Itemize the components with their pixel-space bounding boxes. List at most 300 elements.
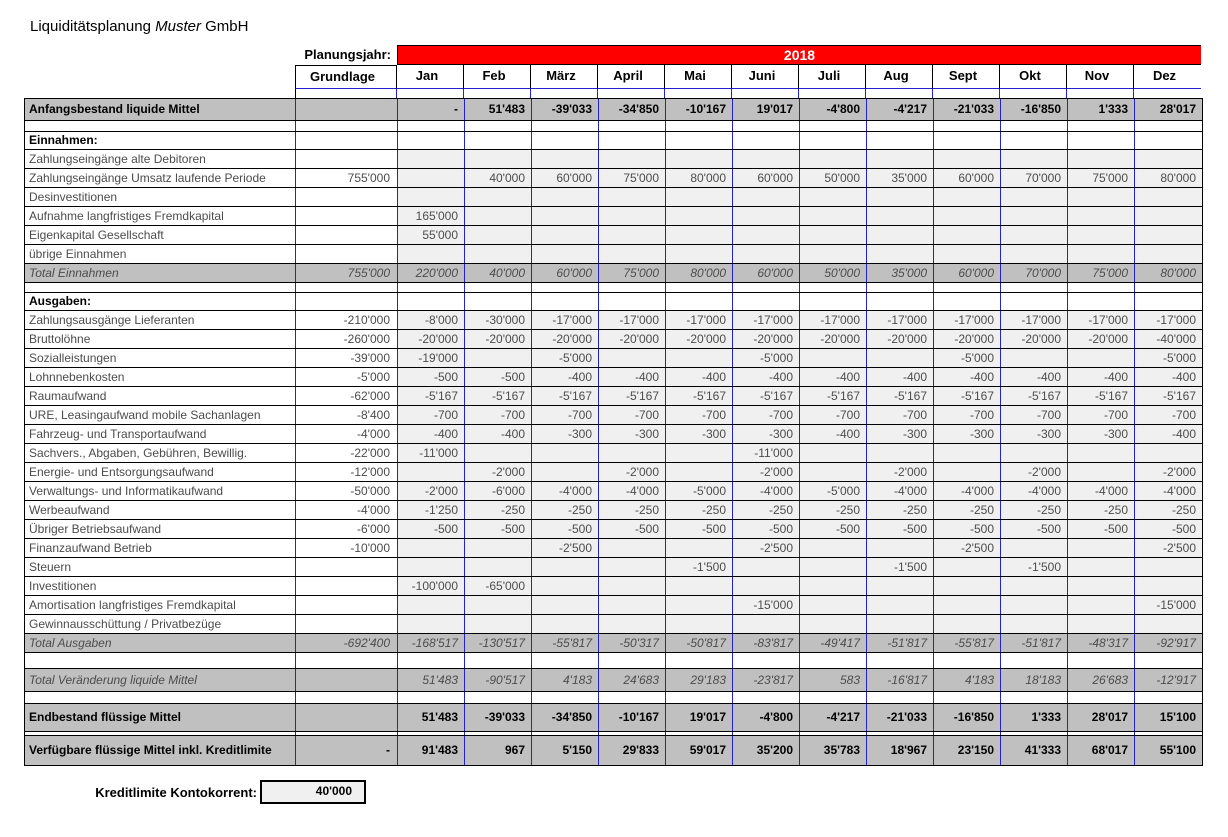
cell-month: - (398, 99, 465, 120)
planning-year-label: Planungsjahr: (304, 47, 391, 62)
cell-grundlage: -260'000 (296, 330, 398, 348)
cell-grundlage (296, 132, 398, 149)
spacer-cell (733, 653, 800, 668)
cell-grundlage: -692'400 (296, 634, 398, 652)
cell-month: 60'000 (934, 169, 1001, 187)
cell-month: -500 (1135, 520, 1202, 538)
cell-month: -250 (1135, 501, 1202, 519)
cell-month: -5'167 (465, 387, 532, 405)
month-header: Nov (1067, 65, 1134, 89)
cell-month: -4'000 (599, 482, 666, 500)
cell-month (465, 293, 532, 310)
cell-month: -4'217 (867, 99, 934, 120)
cell-month (666, 463, 733, 481)
cell-month (1001, 349, 1068, 367)
table-row (25, 539, 1202, 558)
cell-month (599, 444, 666, 462)
cell-month (1001, 245, 1068, 263)
cell-month: -400 (398, 425, 465, 443)
spacer-cell (934, 653, 1001, 668)
cell-month (800, 558, 867, 576)
cell-month (398, 596, 465, 614)
spacer-cell (800, 121, 867, 131)
cell-month: 59'017 (666, 736, 733, 765)
cell-month: -5'167 (398, 387, 465, 405)
cell-month (532, 596, 599, 614)
cell-month (1135, 577, 1202, 595)
table-row (25, 406, 1202, 425)
cell-month: 19'017 (733, 99, 800, 120)
table-row (25, 736, 1202, 766)
cell-month: -10'167 (599, 704, 666, 731)
cell-grundlage (296, 226, 398, 244)
spacer-cell (296, 732, 398, 735)
cell-month: -2'000 (867, 463, 934, 481)
cell-month: 80'000 (1160, 266, 1196, 280)
spacer-cell (666, 121, 733, 131)
cell-month: -16'850 (934, 704, 1001, 731)
table-row (25, 653, 1202, 669)
spacer-cell (599, 653, 666, 668)
table-row (25, 169, 1202, 188)
cell-month (599, 207, 666, 225)
month-header: Sept (933, 65, 1000, 89)
cell-month (1001, 226, 1068, 244)
header-spacer-cell (933, 89, 1000, 98)
cell-month: -11'000 (398, 444, 465, 462)
cell-month (599, 245, 666, 263)
cell-month: -12'917 (1156, 673, 1196, 687)
cell-month: -92'917 (1156, 636, 1196, 650)
spacer-cell (733, 732, 800, 735)
cell-month: -500 (934, 520, 1001, 538)
cell-grundlage (296, 150, 398, 168)
cell-month (733, 558, 800, 576)
cell-grundlage (296, 188, 398, 206)
cell-month (800, 596, 867, 614)
cell-grundlage: -12'000 (296, 463, 398, 481)
row-label: URE, Leasingaufwand mobile Sachanlagen (25, 406, 296, 424)
cell-month: -20'000 (733, 330, 800, 348)
month-header: März (531, 65, 598, 89)
cell-month: -11'000 (733, 444, 800, 462)
row-label: Bruttolöhne (25, 330, 296, 348)
cell-month: 70'000 (1001, 264, 1068, 282)
header-spacer-cell (531, 89, 598, 98)
cell-month: -5'167 (934, 387, 1001, 405)
cell-month: -5'167 (666, 387, 733, 405)
cell-month (599, 577, 666, 595)
spacer-cell (867, 121, 934, 131)
cell-month (867, 349, 934, 367)
row-label: Verwaltungs- und Informatikaufwand (25, 482, 296, 500)
spacer-cell (800, 283, 867, 292)
spacer-cell (1001, 692, 1068, 703)
header-spacer-cell (799, 89, 866, 98)
cell-month: -30'000 (465, 311, 532, 329)
cell-month (465, 539, 532, 557)
cell-month: 26'683 (1068, 669, 1135, 691)
cell-month (934, 558, 1001, 576)
row-label: Raumaufwand (25, 387, 296, 405)
table-row (25, 132, 1202, 150)
cell-month (867, 615, 934, 633)
cell-month: -5'000 (800, 482, 867, 500)
row-label: Eigenkapital Gesellschaft (25, 226, 296, 244)
cell-month: -15'000 (1135, 596, 1202, 614)
month-header: Dez (1134, 65, 1201, 89)
spacer-cell (532, 692, 599, 703)
cell-month (599, 539, 666, 557)
cell-month: 29'183 (666, 669, 733, 691)
cell-month: -300 (1068, 425, 1135, 443)
cell-month: -300 (1001, 425, 1068, 443)
cell-month (800, 207, 867, 225)
spacer-cell (599, 732, 666, 735)
table-row (25, 349, 1202, 368)
cell-month (1068, 226, 1135, 244)
cell-month: -250 (1068, 501, 1135, 519)
cell-month: -2'000 (599, 463, 666, 481)
spacer-cell (465, 732, 532, 735)
cell-grundlage (296, 207, 398, 225)
cell-month: -17'000 (1135, 311, 1202, 329)
header-spacer-cell (866, 89, 933, 98)
cell-month (599, 132, 666, 149)
cell-month (800, 349, 867, 367)
spacer-cell (465, 121, 532, 131)
cell-month (532, 293, 599, 310)
cell-month (867, 293, 934, 310)
cell-month: 60'000 (733, 264, 800, 282)
cell-month (1068, 207, 1135, 225)
cell-month: -400 (532, 368, 599, 386)
cell-month: -65'000 (465, 577, 532, 595)
spacer-cell (296, 283, 398, 292)
cell-month: -39'033 (465, 704, 532, 731)
cell-grundlage: -22'000 (296, 444, 398, 462)
header-spacer-cell (464, 89, 531, 98)
credit-limit-section (24, 781, 1228, 803)
cell-grundlage: -8'400 (296, 406, 398, 424)
cell-month: 70'000 (1001, 169, 1068, 187)
row-label: Total Veränderung liquide Mittel (25, 669, 296, 691)
cell-month (1135, 188, 1202, 206)
cell-month (465, 615, 532, 633)
cell-grundlage: -210'000 (296, 311, 398, 329)
cell-month (733, 615, 800, 633)
cell-month (934, 207, 1001, 225)
row-label: Zahlungseingänge alte Debitoren (25, 150, 296, 168)
cell-month (1068, 188, 1135, 206)
cell-month (733, 150, 800, 168)
cell-month: -20'000 (867, 330, 934, 348)
cell-month: -400 (1068, 368, 1135, 386)
cell-month (867, 577, 934, 595)
cell-month (398, 132, 465, 149)
table-row (25, 482, 1202, 501)
cell-month: -500 (1068, 520, 1135, 538)
cell-month: -500 (733, 520, 800, 538)
cell-month: -39'033 (532, 99, 599, 120)
cell-month (800, 132, 867, 149)
cell-month: -300 (666, 425, 733, 443)
row-label: Finanzaufwand Betrieb (25, 539, 296, 557)
cell-month (398, 615, 465, 633)
header-spacer-cell (397, 89, 464, 98)
cell-month: -23'817 (733, 669, 800, 691)
cell-month: 40'000 (465, 169, 532, 187)
spacer-cell (1001, 121, 1068, 131)
cell-month: -400 (465, 425, 532, 443)
cell-month: -5'000 (733, 349, 800, 367)
cell-month: 35'200 (733, 736, 800, 765)
cell-month: 55'100 (1159, 743, 1196, 757)
cell-month (1135, 207, 1202, 225)
table-row (25, 188, 1202, 207)
table-row (25, 311, 1202, 330)
cell-month (867, 226, 934, 244)
spacer-cell (934, 283, 1001, 292)
cell-month: 41'333 (1001, 736, 1068, 765)
row-label: Gewinnausschüttung / Privatbezüge (25, 615, 296, 633)
cell-grundlage: -50'000 (296, 482, 398, 500)
cell-month: -21'033 (934, 99, 1001, 120)
cell-grundlage (296, 558, 398, 576)
cell-month: -50'317 (599, 634, 666, 652)
cell-month: 91'483 (398, 736, 465, 765)
column-header-row (24, 65, 1228, 89)
cell-month: -4'000 (1135, 482, 1202, 500)
cell-month: -34'850 (599, 99, 666, 120)
cell-month: -5'167 (599, 387, 666, 405)
cell-month: -1'500 (1001, 558, 1068, 576)
cell-month: -400 (800, 368, 867, 386)
cell-month: -250 (800, 501, 867, 519)
cell-month: -1'500 (867, 558, 934, 576)
spacer-cell (666, 283, 733, 292)
cell-grundlage: 755'000 (296, 264, 398, 282)
cell-month: -1'500 (666, 558, 733, 576)
row-label: Einnahmen: (25, 132, 296, 149)
cell-month: 75'000 (599, 169, 666, 187)
cell-month: -20'000 (532, 330, 599, 348)
cell-grundlage: -4'000 (296, 425, 398, 443)
cell-month: -4'000 (867, 482, 934, 500)
cell-month (1068, 132, 1135, 149)
cell-month: -10'167 (666, 99, 733, 120)
cell-month: 60'000 (532, 264, 599, 282)
cell-month: -16'850 (1001, 99, 1068, 120)
cell-month (1001, 293, 1068, 310)
cell-month: 60'000 (934, 264, 1001, 282)
cell-month: -4'800 (800, 99, 867, 120)
cell-month (532, 615, 599, 633)
cell-month (1135, 558, 1202, 576)
table-row (25, 669, 1202, 692)
cell-month (733, 293, 800, 310)
cell-month (465, 207, 532, 225)
cell-month: -20'000 (800, 330, 867, 348)
cell-month (599, 596, 666, 614)
cell-month (1068, 444, 1135, 462)
spacer-cell (398, 732, 465, 735)
cell-month (800, 150, 867, 168)
cell-month: -20'000 (599, 330, 666, 348)
cell-month: -83'817 (733, 634, 800, 652)
row-label: Total Einnahmen (25, 264, 296, 282)
cell-month: 51'483 (398, 669, 465, 691)
spacer-cell (532, 653, 599, 668)
cell-month: -400 (1001, 368, 1068, 386)
cell-month (1068, 150, 1135, 168)
cell-month (398, 293, 465, 310)
cell-month: 35'000 (867, 264, 934, 282)
header-spacer-cell (1000, 89, 1067, 98)
cell-month (800, 226, 867, 244)
page-title (30, 18, 1228, 35)
cell-month: -5'167 (532, 387, 599, 405)
cell-month: -48'317 (1068, 634, 1135, 652)
spacer-cell (1068, 692, 1135, 703)
cell-month: -6'000 (465, 482, 532, 500)
spacer-cell (465, 692, 532, 703)
cell-month: -50'817 (666, 634, 733, 652)
cell-grundlage (296, 293, 398, 310)
spacer-cell (733, 121, 800, 131)
cell-month (1001, 150, 1068, 168)
cell-month: -700 (1001, 406, 1068, 424)
cell-month: -130'517 (465, 634, 532, 652)
month-header: Juni (732, 65, 799, 89)
header-spacer-row (24, 89, 1228, 98)
row-label: Ausgaben: (25, 293, 296, 310)
table-row (25, 330, 1202, 349)
credit-limit-input[interactable]: 40'000 (261, 781, 365, 803)
cell-month: -400 (1135, 425, 1202, 443)
cell-month (465, 132, 532, 149)
row-label: Endbestand flüssige Mittel (25, 704, 296, 731)
spacer-cell (398, 121, 465, 131)
spacer-cell (733, 692, 800, 703)
cell-month (800, 293, 867, 310)
spacer-cell (800, 692, 867, 703)
base-column-header: Grundlage (295, 65, 397, 89)
cell-month: 75'000 (1068, 264, 1135, 282)
cell-month: -300 (599, 425, 666, 443)
cell-month (1068, 245, 1135, 263)
spacer-cell (1135, 283, 1202, 292)
spacer-cell (296, 692, 398, 703)
cell-month (867, 539, 934, 557)
cell-month: -5'000 (532, 349, 599, 367)
table-row (25, 387, 1202, 406)
spacer-cell (398, 692, 465, 703)
cell-month: -20'000 (398, 330, 465, 348)
cell-month (1068, 577, 1135, 595)
cell-grundlage: -10'000 (296, 539, 398, 557)
table-row (25, 368, 1202, 387)
cell-month (934, 150, 1001, 168)
cell-month (465, 596, 532, 614)
table-row (25, 99, 1202, 121)
cell-month: 75'000 (1068, 169, 1135, 187)
table-row (25, 264, 1202, 283)
spacer-cell (934, 121, 1001, 131)
spacer-cell (599, 121, 666, 131)
cell-month (666, 150, 733, 168)
cell-month (867, 444, 934, 462)
spacer-cell (1135, 653, 1202, 668)
cell-month: 80'000 (666, 169, 733, 187)
cell-month (1135, 245, 1202, 263)
cell-month (733, 188, 800, 206)
cell-month (465, 188, 532, 206)
header-spacer-cell (1134, 89, 1201, 98)
cell-month (398, 188, 465, 206)
cell-month (666, 615, 733, 633)
row-label: Amortisation langfristiges Fremdkapital (25, 596, 296, 614)
cell-month (1135, 293, 1202, 310)
table-body (24, 98, 1203, 766)
spacer-cell (666, 692, 733, 703)
cell-month (666, 539, 733, 557)
spacer-cell (25, 732, 296, 735)
cell-grundlage (296, 669, 398, 691)
spacer-cell (1001, 732, 1068, 735)
month-header: Okt (1000, 65, 1067, 89)
month-header: Aug (866, 65, 933, 89)
spacer-cell (934, 732, 1001, 735)
cell-month: -700 (733, 406, 800, 424)
month-header: Jan (397, 65, 464, 89)
spacer-cell (1068, 732, 1135, 735)
cell-month: -400 (934, 368, 1001, 386)
spacer-cell (532, 121, 599, 131)
title-suffix: GmbH (205, 18, 249, 35)
cell-month (867, 132, 934, 149)
spacer-cell (934, 692, 1001, 703)
spacer-cell (25, 692, 296, 703)
cell-month (934, 444, 1001, 462)
cell-month: 60'000 (733, 169, 800, 187)
cell-month (934, 615, 1001, 633)
cell-grundlage: -62'000 (296, 387, 398, 405)
cell-month: -500 (398, 368, 465, 386)
cell-month: -15'000 (733, 596, 800, 614)
cell-month (1001, 577, 1068, 595)
cell-month: 583 (800, 669, 867, 691)
cell-month: -5'000 (1135, 349, 1202, 367)
row-label: Zahlungsausgänge Lieferanten (25, 311, 296, 329)
spacer-cell (800, 732, 867, 735)
spacer-cell (25, 121, 296, 131)
cell-month: -700 (1068, 406, 1135, 424)
cell-month: 967 (465, 736, 532, 765)
table-row (25, 425, 1202, 444)
cell-month: -500 (867, 520, 934, 538)
spacer-cell (867, 653, 934, 668)
cell-month (1001, 188, 1068, 206)
cell-month (666, 188, 733, 206)
cell-month: 1'333 (1068, 99, 1135, 120)
cell-month: -400 (666, 368, 733, 386)
spacer-cell (733, 283, 800, 292)
cell-month (666, 245, 733, 263)
cell-month: -1'250 (398, 501, 465, 519)
cell-month (599, 226, 666, 244)
cell-month (398, 463, 465, 481)
